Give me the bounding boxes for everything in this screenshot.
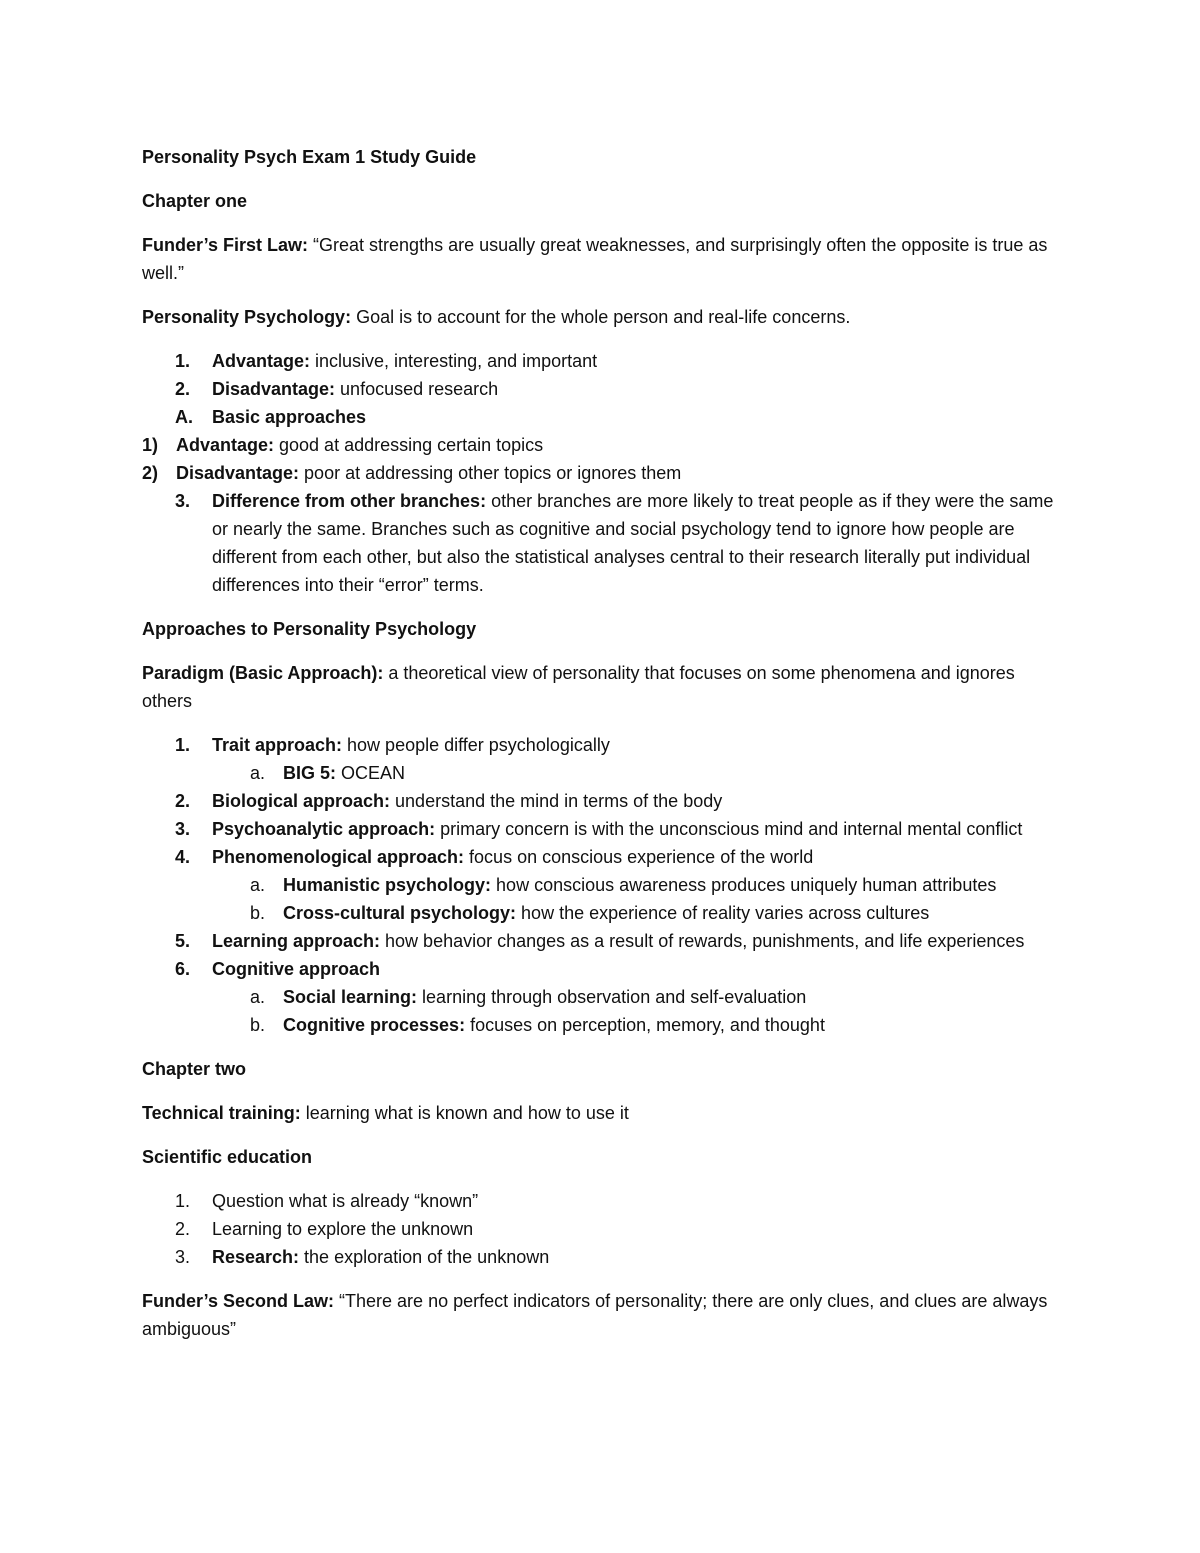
list-text: how conscious awareness produces uniquely human attributes	[491, 875, 997, 895]
first-law-paragraph	[142, 231, 1062, 287]
list-number: 2.	[175, 1219, 191, 1239]
document-title: Personality Psych Exam 1 Study Guide	[142, 147, 477, 167]
scientific-education-heading: Scientific education	[142, 1147, 313, 1167]
pp-text: Goal is to account for the whole person and real-life concerns.	[351, 307, 851, 327]
list-text: Question what is already “known”	[212, 1191, 479, 1211]
sub-list-item	[142, 899, 1062, 927]
list-term: Basic approaches	[212, 407, 367, 427]
list-text: the exploration of the unknown	[299, 1247, 550, 1267]
list-text: good at addressing certain topics	[274, 435, 544, 455]
list-item	[142, 955, 1062, 983]
personality-psychology-paragraph	[142, 303, 1062, 331]
sub-list-item	[142, 759, 1062, 787]
paradigm-paragraph	[142, 659, 1062, 715]
list-text: focuses on perception, memory, and thought	[465, 1015, 825, 1035]
list-number: 2.	[175, 379, 191, 399]
list-item	[142, 347, 1062, 375]
list-term: Disadvantage:	[176, 463, 300, 483]
list-item	[142, 787, 1062, 815]
list-term: Cognitive processes:	[283, 1015, 466, 1035]
list-text: understand the mind in terms of the body	[390, 791, 723, 811]
list-number: 3.	[175, 819, 191, 839]
list-text: learning through observation and self-evaluation	[417, 987, 807, 1007]
paradigm-term: Paradigm (Basic Approach):	[142, 663, 384, 683]
paradigm-text: a theoretical view of personality that focuses on some phenomena and ignores others	[142, 663, 1015, 711]
list-letter: a.	[250, 763, 266, 783]
list-term: Cross-cultural psychology:	[283, 903, 517, 923]
list-item	[142, 1187, 1062, 1215]
list-term: Difference from other branches:	[212, 491, 487, 511]
second-law-term: Funder’s Second Law:	[142, 1291, 335, 1311]
list-text: poor at addressing other topics or ignores them	[299, 463, 682, 483]
list-item	[142, 431, 1062, 459]
first-law-term: Funder’s First Law:	[142, 235, 309, 255]
list-text: how people differ psychologically	[342, 735, 610, 755]
approaches-heading: Approaches to Personality Psychology	[142, 619, 477, 639]
list-term: Humanistic psychology:	[283, 875, 492, 895]
list-number: 1.	[175, 735, 191, 755]
technical-text: learning what is known and how to use it	[300, 1103, 629, 1123]
list-text: primary concern is with the unconscious mind and internal mental conflict	[435, 819, 1023, 839]
list-term: Biological approach:	[212, 791, 391, 811]
list-letter: a.	[250, 875, 266, 895]
list-number: 3.	[175, 1247, 191, 1267]
list-number: 3.	[175, 491, 191, 511]
list-item	[142, 815, 1062, 843]
list-number: 2)	[142, 463, 159, 483]
list-number: 4.	[175, 847, 191, 867]
list-term: Advantage:	[176, 435, 275, 455]
list-text: how the experience of reality varies across cultures	[516, 903, 930, 923]
list-term: Social learning:	[283, 987, 418, 1007]
list-term: BIG 5:	[283, 763, 337, 783]
sub-list-item	[142, 871, 1062, 899]
scientific-education-list	[142, 1187, 1062, 1271]
technical-term: Technical training:	[142, 1103, 301, 1123]
list-number: 1.	[175, 1191, 191, 1211]
list-text: other branches are more likely to treat people as if they were the same or nearly the same. Branches such as cognitive and social psychology tend to ignore how people are different from each other, but also the statistical analyses central to their research literally put individual differences into their “error” terms.	[212, 491, 1054, 595]
list-text: Learning to explore the unknown	[212, 1219, 474, 1239]
basic-approaches-item	[142, 403, 1062, 431]
approaches-list	[142, 731, 1062, 1039]
list-number: 5.	[175, 931, 191, 951]
list-term: Cognitive approach	[212, 959, 381, 979]
list-item	[142, 927, 1062, 955]
list-text: how behavior changes as a result of rewards, punishments, and life experiences	[380, 931, 1025, 951]
list-number: 1.	[175, 351, 191, 371]
list-number: 2.	[175, 791, 191, 811]
list-item	[142, 459, 1062, 487]
list-term: Advantage:	[212, 351, 311, 371]
list-item	[142, 375, 1062, 403]
list-term: Research:	[212, 1247, 300, 1267]
list-term: Psychoanalytic approach:	[212, 819, 436, 839]
list-number: 1)	[142, 435, 159, 455]
list-text: inclusive, interesting, and important	[310, 351, 598, 371]
pp-term: Personality Psychology:	[142, 307, 352, 327]
list-item	[142, 1215, 1062, 1243]
list-number: 6.	[175, 959, 191, 979]
pp-list	[142, 347, 1062, 599]
second-law-paragraph	[142, 1287, 1062, 1343]
list-letter: b.	[250, 1015, 266, 1035]
first-law-text: “Great strengths are usually great weaknesses, and surprisingly often the opposite is true as well.”	[142, 235, 1048, 283]
list-letter: a.	[250, 987, 266, 1007]
sub-list-item	[142, 983, 1062, 1011]
document-body	[142, 143, 1062, 1343]
technical-training-paragraph	[142, 1099, 1062, 1127]
list-term: Disadvantage:	[212, 379, 336, 399]
list-term: Trait approach:	[212, 735, 343, 755]
list-term: Phenomenological approach:	[212, 847, 465, 867]
sub-list-item	[142, 1011, 1062, 1039]
list-letter: b.	[250, 903, 266, 923]
list-item	[142, 1243, 1062, 1271]
list-item	[142, 731, 1062, 759]
list-text: OCEAN	[336, 763, 406, 783]
list-letter: A.	[175, 407, 193, 427]
list-term: Learning approach:	[212, 931, 381, 951]
list-item	[142, 487, 1062, 599]
second-law-text: “There are no perfect indicators of personality; there are only clues, and clues are always ambiguous”	[142, 1291, 1048, 1339]
chapter-one-heading: Chapter one	[142, 191, 248, 211]
list-text: focus on conscious experience of the world	[464, 847, 814, 867]
chapter-two-heading: Chapter two	[142, 1059, 247, 1079]
list-item	[142, 843, 1062, 871]
list-text: unfocused research	[335, 379, 499, 399]
